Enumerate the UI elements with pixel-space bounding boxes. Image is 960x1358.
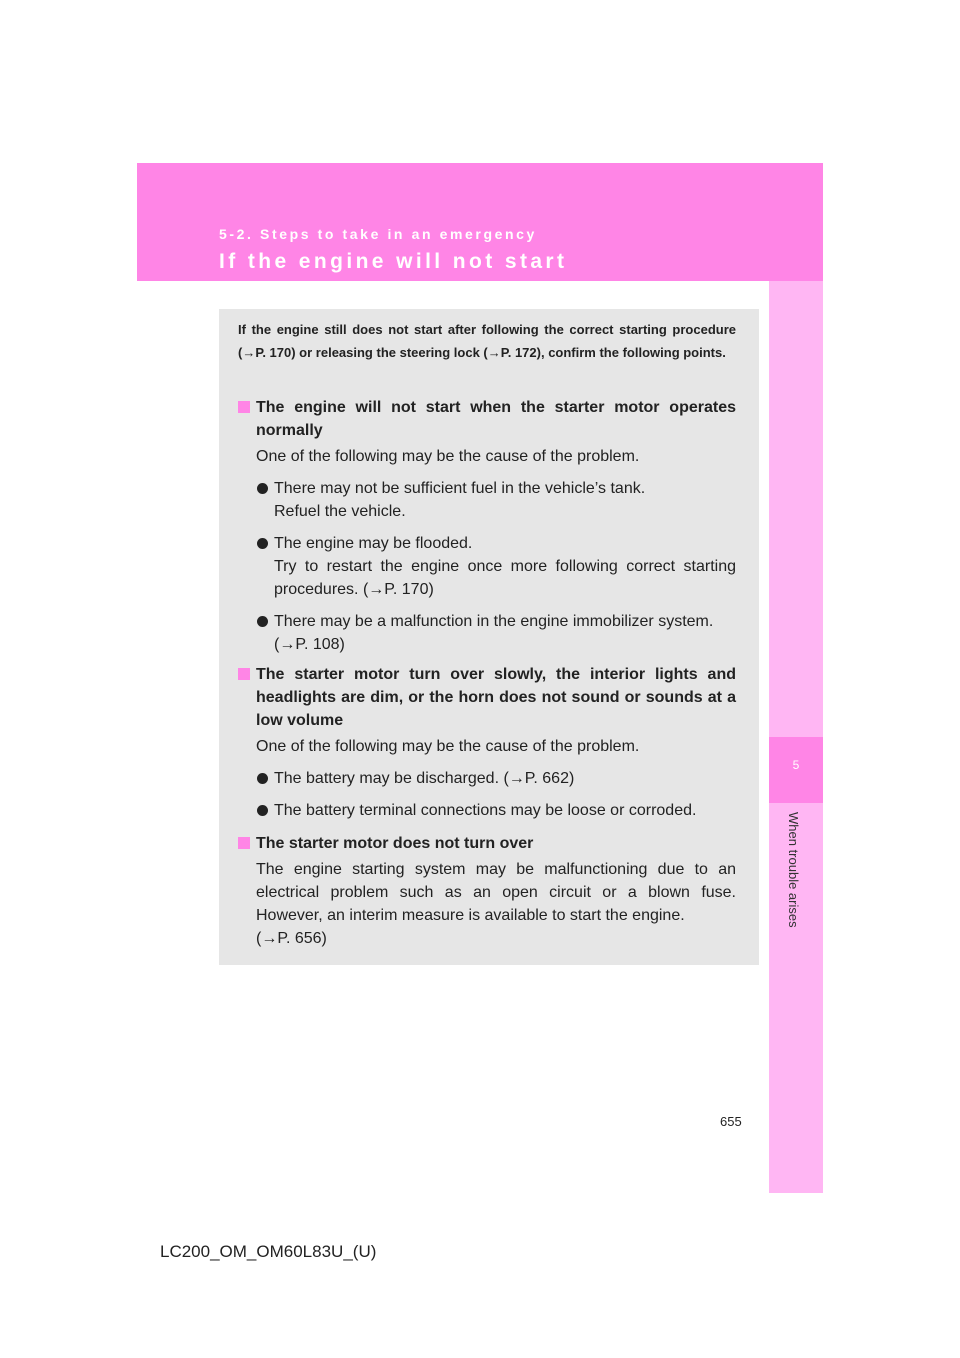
section-heading: The starter motor turn over slowly, the interior lights and headlights are dim, or the horn does not sound or sounds at a low volume: [238, 663, 736, 732]
bullet-dot-icon: [257, 616, 268, 627]
list-item: There may not be sufficient fuel in the vehicle’s tank. Refuel the vehicle.: [238, 477, 736, 523]
section-starter-slow: [238, 663, 736, 822]
section-text: One of the following may be the cause of the problem.: [256, 738, 640, 755]
section-label: 5-2. Steps to take in an emergency: [219, 226, 537, 242]
intro-text: If the engine still does not start after following the correct starting procedure (→P. 170) or releasing the steering lock (→P. 172), confirm the following points.: [238, 322, 736, 360]
page-number: 655: [720, 1114, 742, 1129]
square-bullet-icon: [238, 401, 250, 413]
section-text: The engine starting system may be malfunctioning due to an electrical problem such as an open circuit or a blown fuse. However, an interim measure is available to start the engine. (→P. 656): [256, 861, 736, 947]
bullet-dot-icon: [257, 538, 268, 549]
page-title: If the engine will not start: [219, 250, 568, 273]
list-item: The battery may be discharged. (→P. 662): [238, 767, 736, 790]
section-heading: The engine will not start when the starter motor operates normally: [238, 396, 736, 442]
bullet-dot-icon: [257, 805, 268, 816]
section-starter-normal: [238, 396, 736, 656]
chapter-title: When trouble arises: [786, 812, 801, 928]
square-bullet-icon: [238, 668, 250, 680]
chapter-number: 5: [792, 758, 800, 772]
bullet-dot-icon: [257, 773, 268, 784]
bullet-dot-icon: [257, 483, 268, 494]
list-item: The engine may be flooded. Try to restart the engine once more following correct starting procedures. (→P. 170): [238, 532, 736, 601]
section-starter-no-turn: [238, 832, 736, 950]
list-item: The battery terminal connections may be loose or corroded.: [238, 799, 736, 822]
section-heading: The starter motor does not turn over: [238, 832, 736, 855]
list-item: There may be a malfunction in the engine immobilizer system. (→P. 108): [238, 610, 736, 656]
footer-code: LC200_OM_OM60L83U_(U): [160, 1242, 377, 1261]
section-text: One of the following may be the cause of the problem.: [256, 448, 640, 465]
square-bullet-icon: [238, 837, 250, 849]
